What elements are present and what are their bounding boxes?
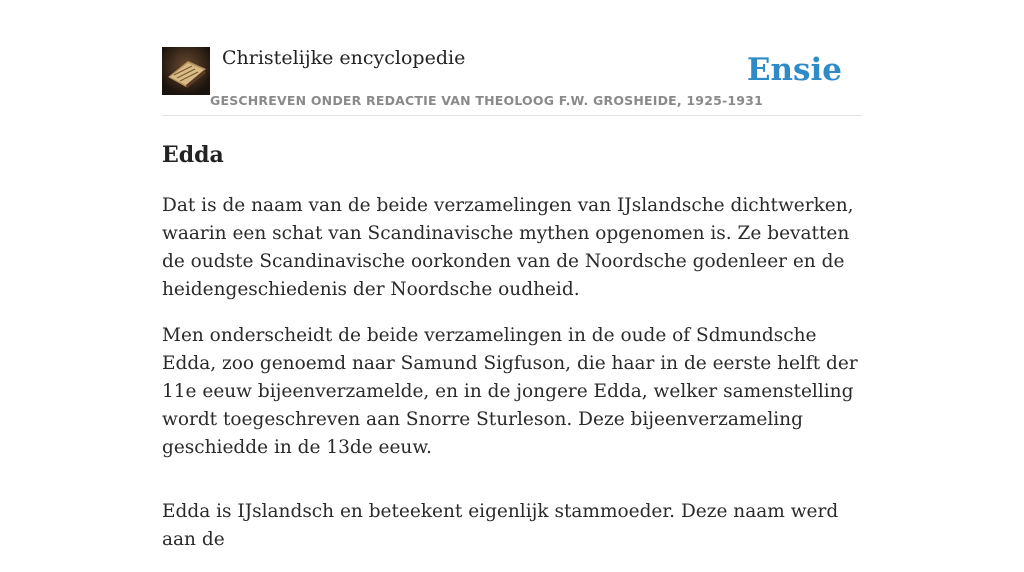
article-paragraph: Dat is de naam van de beide verzamelingen van IJslandsche dichtwerken, waarin een schat van Scandinavische mythen opgenomen is. Ze bevatten de oudste Scandinavische oorkonden van de Noordsche godenleer en de heidengeschiedenis der Noordsche oudheid. — [162, 195, 854, 300]
article-paragraph: Men onderscheidt de beide verzamelingen in de oude of Sdmundsche Edda, zoo genoemd naar Samund Sigfuson, die haar in de eerste helft der 11e eeuw bijeenverzamelde, en in de jongere Edda, welker samenstelling wordt toegeschreven aan Snorre Sturleson. Deze bijeenverzameling geschiedde in de 13de eeuw. — [162, 325, 858, 458]
article-body — [162, 192, 862, 572]
site-subtitle: GESCHREVEN ONDER REDACTIE VAN THEOLOOG F.W. GROSHEIDE, 1925-1931 — [210, 93, 763, 108]
encyclopedia-avatar[interactable] — [162, 47, 210, 95]
site-title[interactable]: Christelijke encyclopedie — [222, 47, 466, 69]
article-paragraph: Edda is IJslandsch en beteekent eigenlijk stammoeder. Deze naam werd aan de — [162, 501, 839, 550]
book-image-icon — [162, 47, 210, 95]
ensie-logo-link[interactable]: Ensie — [746, 52, 842, 88]
article-title: Edda — [162, 142, 224, 168]
site-header — [162, 46, 862, 116]
